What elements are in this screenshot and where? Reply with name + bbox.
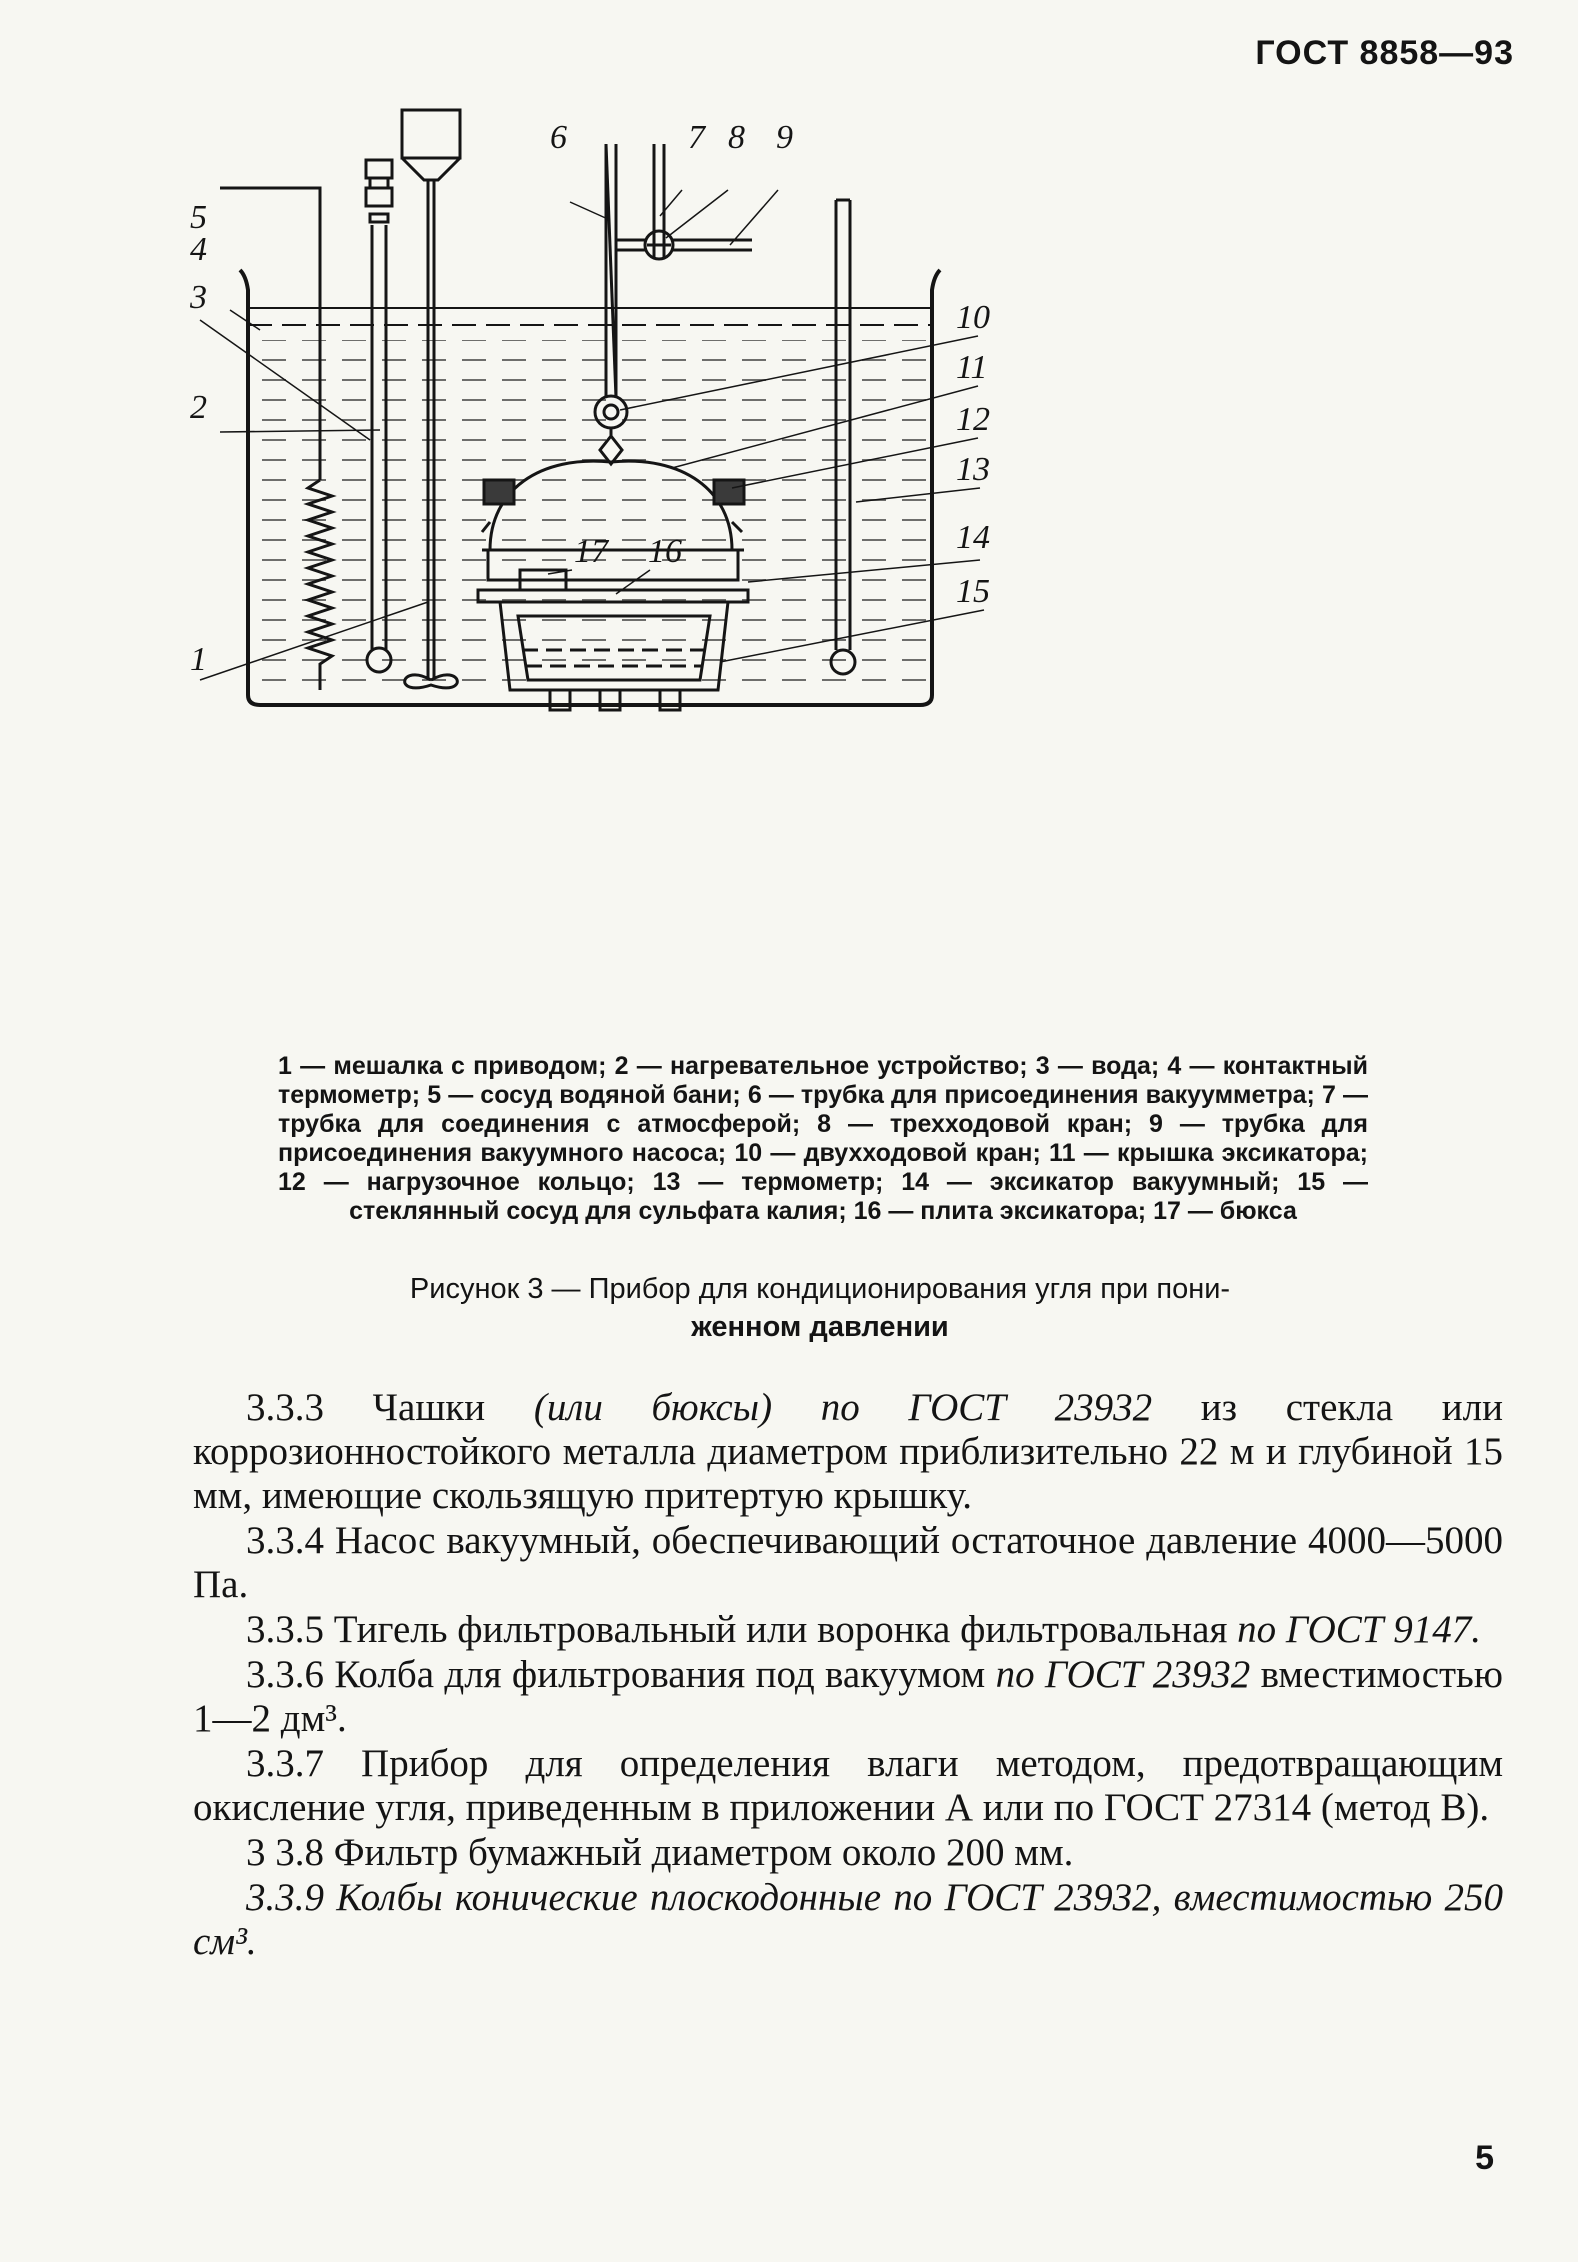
body-text [193,1386,1503,1965]
standard-reference: по ГОСТ 9147. [1237,1608,1481,1651]
paragraph-3-3-3 [193,1386,1503,1518]
callout-6: 6 [550,119,567,156]
callout-15: 15 [956,573,990,610]
paragraph-3-3-5 [193,1608,1503,1652]
legend-item: 9 — трубка для присоединения вакуумного насоса; [278,1110,1369,1167]
callout-7: 7 [688,119,705,156]
legend-item: 2 — нагревательное устройство; [614,1052,1036,1080]
legend-item: 12 — нагрузочное кольцо; [278,1168,653,1196]
legend-item: 7 — трубка для соединения с атмосферой; [278,1081,1368,1138]
callout-13: 13 [956,451,990,488]
legend-item: 10 — двухходовой кран; [734,1139,1050,1167]
legend-item: 14 — эксикатор вакуумный; [901,1168,1298,1196]
callout-5: 5 [190,199,207,236]
callout-10: 10 [956,299,990,336]
text-run: Чашки [324,1386,534,1429]
paragraph-3-3-9: 3.3.9 Колбы конические плоскодонные по ГОСТ 23932, вместимостью 250 см³. [193,1876,1503,1963]
figure-title-line1: Рисунок 3 — Прибор для кондиционирования угля при пони- [409,1273,1231,1305]
callout-9: 9 [776,119,793,156]
callout-1: 1 [190,641,207,678]
text-run: 3.3.6 Колба для фильтрования под вакуумом [246,1653,996,1696]
figure-legend [278,1052,1368,1226]
callout-12: 12 [956,401,990,438]
text-run: вместимостью 1—2 дм³. [193,1653,1503,1740]
legend-item: 4 — контактный термометр; [278,1052,1368,1109]
paragraph-3-3-4: 3.3.4 Насос вакуумный, обеспечивающий остаточное давление 4000—5000 Па. [193,1519,1503,1606]
callout-4: 4 [190,231,207,268]
legend-item: 16 — плита эксикатора; [853,1197,1154,1225]
callout-11: 11 [956,349,988,386]
callout-2: 2 [190,389,207,426]
paragraph-3-3-6 [193,1653,1503,1741]
legend-item: 15 — стеклянный сосуд для сульфата калия; [349,1168,1368,1225]
callout-8: 8 [728,119,745,156]
text-run: из стекла или коррозионностойкого металла диаметром приблизительно 22 м и глубиной 15 мм, имеющие скользящую притертую крышку. [193,1386,1503,1517]
legend-item: 11 — крышка эксикатора; [1049,1139,1368,1167]
callout-3: 3 [190,279,207,316]
legend-item: 5 — сосуд водяной бани; [427,1081,748,1109]
paragraph-3-3-8: 3 3.8 Фильтр бумажный диаметром около 200 мм. [246,1831,1074,1874]
apparatus-diagram [190,119,1380,1030]
legend-item: 17 — бюкса [1153,1197,1297,1225]
callout-14: 14 [956,519,990,556]
callout-17: 17 [574,533,608,570]
legend-item: 3 — вода; [1035,1052,1168,1080]
legend-item: 13 — термометр; [652,1168,902,1196]
paragraph-number: 3.3.3 [246,1386,324,1429]
figure-title [270,1270,1370,1346]
text-run: 3.3.5 Тигель фильтровальный или воронка фильтровальная [246,1608,1238,1651]
legend-item: 6 — трубка для присоединения вакуумметра; [747,1081,1322,1109]
apparatus-drawing [190,119,1380,1030]
page-number: 5 [1475,2139,1494,2177]
figure-title-line2: женном давлении [691,1311,949,1343]
legend-item: 8 — трехходовой кран; [817,1110,1149,1138]
paragraph-3-3-7: 3.3.7 Прибор для определения влаги методом, предотвращающим окисление угля, приведенным в приложении А или по ГОСТ 27314 (метод В). [193,1742,1503,1829]
standard-reference: (или бюксы) по ГОСТ 23932 [533,1386,1153,1429]
legend-item: 1 — мешалка с приводом; [278,1052,615,1080]
standard-reference: по ГОСТ 23932 [995,1653,1251,1696]
callout-16: 16 [648,533,682,570]
document-header: ГОСТ 8858—93 [1255,34,1514,72]
